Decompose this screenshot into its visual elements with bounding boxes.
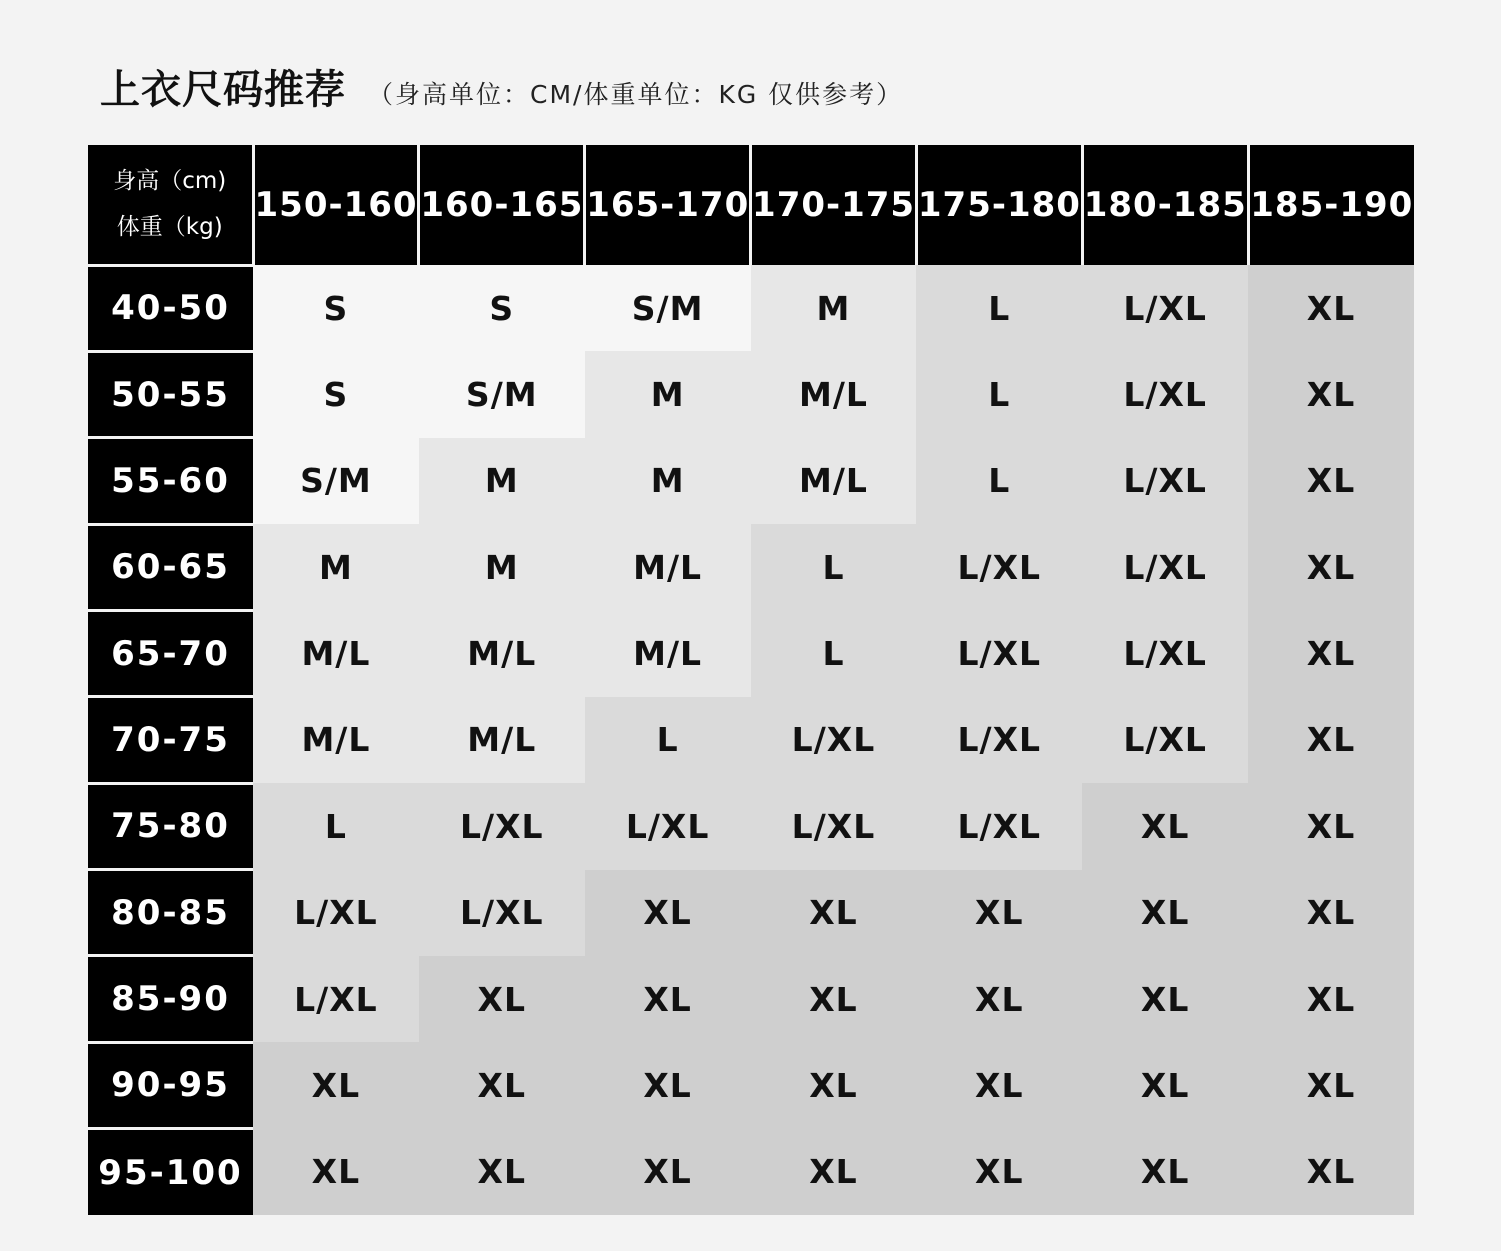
size-cell: S/M xyxy=(419,351,585,437)
size-cell: L xyxy=(585,697,751,783)
size-cell: M xyxy=(585,351,751,437)
size-cell: XL xyxy=(1248,870,1414,956)
size-cell: XL xyxy=(1082,1129,1248,1215)
size-cell: XL xyxy=(585,1042,751,1128)
weight-row xyxy=(88,870,1414,956)
weight-header: 55-60 xyxy=(88,438,253,524)
size-cell: XL xyxy=(419,956,585,1042)
size-cell: M/L xyxy=(253,697,419,783)
weight-header: 90-95 xyxy=(88,1042,253,1128)
page-title: 上衣尺码推荐 xyxy=(100,67,346,113)
size-cell: XL xyxy=(419,1042,585,1128)
weight-row xyxy=(88,1042,1414,1128)
size-cell: M/L xyxy=(751,438,917,524)
weight-row xyxy=(88,265,1414,351)
size-cell: XL xyxy=(1248,610,1414,696)
size-cell: L xyxy=(751,610,917,696)
weight-row xyxy=(88,351,1414,437)
size-cell: M xyxy=(253,524,419,610)
size-cell: S xyxy=(253,351,419,437)
size-cell: L/XL xyxy=(1082,265,1248,351)
size-cell: S xyxy=(419,265,585,351)
height-header: 150-160 xyxy=(253,145,419,265)
size-cell: M xyxy=(419,524,585,610)
size-cell: XL xyxy=(585,1129,751,1215)
size-cell: XL xyxy=(585,956,751,1042)
size-cell: XL xyxy=(916,956,1082,1042)
weight-header: 80-85 xyxy=(88,870,253,956)
size-cell: L/XL xyxy=(253,870,419,956)
size-cell: XL xyxy=(1248,1129,1414,1215)
size-cell: XL xyxy=(916,1129,1082,1215)
weight-row xyxy=(88,1129,1414,1215)
weight-row xyxy=(88,697,1414,783)
corner-cell xyxy=(88,145,253,265)
size-cell: L/XL xyxy=(1082,438,1248,524)
size-cell: L/XL xyxy=(1082,351,1248,437)
size-cell: L/XL xyxy=(751,697,917,783)
weight-header: 50-55 xyxy=(88,351,253,437)
height-header: 185-190 xyxy=(1248,145,1414,265)
size-cell: M xyxy=(419,438,585,524)
size-cell: XL xyxy=(1248,956,1414,1042)
size-cell: M/L xyxy=(419,697,585,783)
size-cell: M/L xyxy=(585,524,751,610)
weight-header: 95-100 xyxy=(88,1129,253,1215)
weight-row xyxy=(88,610,1414,696)
size-cell: M/L xyxy=(253,610,419,696)
weight-header: 70-75 xyxy=(88,697,253,783)
size-cell: XL xyxy=(419,1129,585,1215)
size-cell: S xyxy=(253,265,419,351)
size-cell: XL xyxy=(751,870,917,956)
size-cell: M xyxy=(585,438,751,524)
size-cell: XL xyxy=(253,1129,419,1215)
size-cell: XL xyxy=(1248,1042,1414,1128)
size-cell: S/M xyxy=(585,265,751,351)
size-cell: XL xyxy=(1248,524,1414,610)
size-cell: XL xyxy=(751,1042,917,1128)
size-cell: L/XL xyxy=(916,697,1082,783)
size-cell: XL xyxy=(1248,697,1414,783)
size-cell: L/XL xyxy=(419,783,585,869)
weight-axis-label: 体重（kg) xyxy=(116,214,223,241)
size-cell: L/XL xyxy=(253,956,419,1042)
size-cell: M/L xyxy=(585,610,751,696)
size-cell: L/XL xyxy=(1082,524,1248,610)
size-cell: L xyxy=(751,524,917,610)
page-subtitle: （身高单位：CM/体重单位：KG 仅供参考） xyxy=(368,80,904,109)
size-cell: XL xyxy=(1248,783,1414,869)
size-cell: L/XL xyxy=(916,783,1082,869)
size-cell: S/M xyxy=(253,438,419,524)
size-cell: L/XL xyxy=(1082,697,1248,783)
size-cell: L/XL xyxy=(585,783,751,869)
weight-header: 75-80 xyxy=(88,783,253,869)
size-cell: M/L xyxy=(751,351,917,437)
size-cell: M/L xyxy=(419,610,585,696)
size-cell: XL xyxy=(1082,870,1248,956)
size-cell: L/XL xyxy=(1082,610,1248,696)
size-cell: XL xyxy=(916,870,1082,956)
size-cell: XL xyxy=(1248,351,1414,437)
size-cell: L/XL xyxy=(419,870,585,956)
weight-header: 60-65 xyxy=(88,524,253,610)
size-cell: XL xyxy=(253,1042,419,1128)
height-header: 165-170 xyxy=(585,145,751,265)
size-cell: XL xyxy=(1082,1042,1248,1128)
height-header: 160-165 xyxy=(419,145,585,265)
size-chart-table xyxy=(88,145,1414,1215)
weight-row xyxy=(88,438,1414,524)
size-cell: XL xyxy=(751,1129,917,1215)
weight-row xyxy=(88,783,1414,869)
size-cell: L/XL xyxy=(751,783,917,869)
height-header: 175-180 xyxy=(916,145,1082,265)
size-table-body xyxy=(88,265,1414,1215)
size-cell: XL xyxy=(751,956,917,1042)
size-cell: XL xyxy=(1248,265,1414,351)
size-cell: XL xyxy=(1082,783,1248,869)
size-cell: L/XL xyxy=(916,610,1082,696)
height-header: 180-185 xyxy=(1082,145,1248,265)
weight-header: 65-70 xyxy=(88,610,253,696)
title-row xyxy=(100,58,903,118)
weight-row xyxy=(88,956,1414,1042)
weight-row xyxy=(88,524,1414,610)
height-header: 170-175 xyxy=(751,145,917,265)
size-cell: L xyxy=(253,783,419,869)
weight-header: 40-50 xyxy=(88,265,253,351)
size-cell: XL xyxy=(585,870,751,956)
size-cell: L xyxy=(916,351,1082,437)
size-cell: L xyxy=(916,265,1082,351)
weight-header: 85-90 xyxy=(88,956,253,1042)
size-cell: M xyxy=(751,265,917,351)
size-cell: XL xyxy=(916,1042,1082,1128)
size-cell: XL xyxy=(1248,438,1414,524)
size-cell: L/XL xyxy=(916,524,1082,610)
size-cell: L xyxy=(916,438,1082,524)
size-cell: XL xyxy=(1082,956,1248,1042)
height-axis-label: 身高（cm) xyxy=(113,168,227,195)
header-row xyxy=(88,145,1414,265)
